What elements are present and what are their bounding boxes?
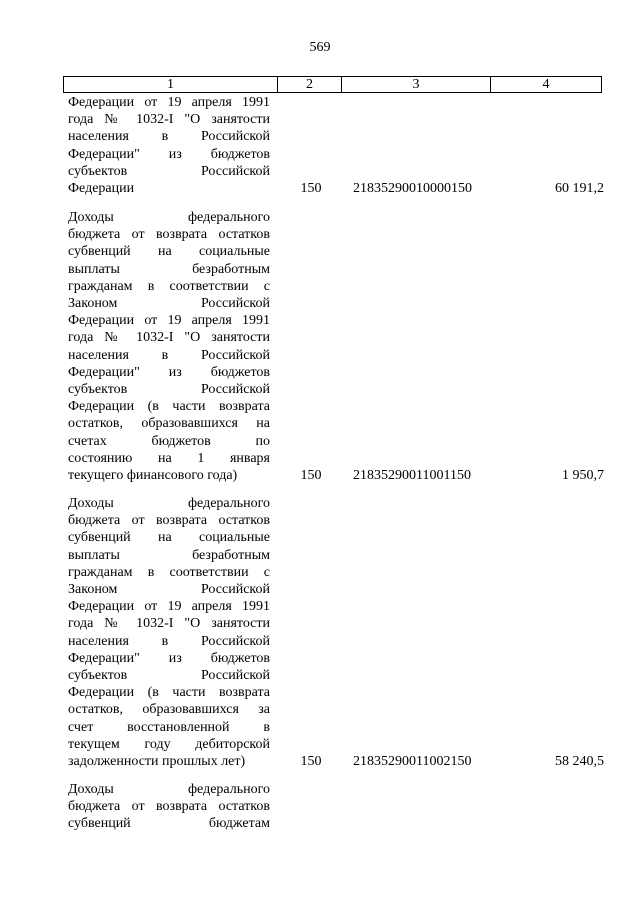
description-line: субъектов Российской — [68, 668, 270, 684]
row-kbk: 21835290010000150 — [353, 181, 472, 196]
row-amount: 60 191,2 — [555, 181, 604, 196]
description-line: остатков, образовавшихся на — [68, 416, 270, 432]
page-number: 569 — [309, 40, 331, 55]
description-line: Федерации от 19 апреля 1991 — [68, 599, 270, 615]
description-line: субвенций на социальные — [68, 244, 270, 260]
row-kbk: 21835290011002150 — [353, 754, 472, 769]
description-line: бюджета от возврата остатков — [68, 799, 270, 815]
description-line: выплаты безработным — [68, 261, 270, 277]
column-header-3: 3 — [341, 77, 490, 92]
description-line: года № 1032-I "О занятости — [68, 616, 270, 632]
description-line: населения в Российской — [68, 129, 270, 145]
description-line: Доходы федерального — [68, 782, 270, 797]
description-line: текущем году дебиторской — [68, 736, 270, 752]
description-line: Федерации от 19 апреля 1991 — [68, 95, 270, 110]
description-line: Законом Российской — [68, 296, 270, 312]
description-line: состоянию на 1 января — [68, 450, 270, 466]
description-line: гражданам в соответствии с — [68, 278, 270, 294]
column-header-4: 4 — [490, 77, 601, 92]
description-line: остатков, образовавшихся за — [68, 702, 270, 718]
description-line: выплаты безработным — [68, 547, 270, 563]
table-header — [63, 76, 602, 93]
row-description — [68, 209, 270, 484]
row-amount: 58 240,5 — [555, 754, 604, 769]
description-line: Федерации" из бюджетов — [68, 650, 270, 666]
row-amount: 1 950,7 — [562, 468, 604, 483]
description-line: субвенций бюджетам — [68, 816, 270, 832]
row-description — [68, 94, 270, 197]
description-line: года № 1032-I "О занятости — [68, 330, 270, 346]
description-line: Федерации от 19 апреля 1991 — [68, 313, 270, 329]
row-code: 150 — [300, 754, 322, 769]
description-line: Федерации (в части возврата — [68, 399, 270, 415]
description-line: Доходы федерального — [68, 496, 270, 511]
description-line: Федерации" из бюджетов — [68, 364, 270, 380]
description-line: Федерации (в части возврата — [68, 685, 270, 701]
row-description — [68, 781, 270, 833]
description-line: бюджета от возврата остатков — [68, 227, 270, 243]
description-line: текущего финансового года) — [68, 468, 238, 484]
description-line: населения в Российской — [68, 347, 270, 363]
column-header-2: 2 — [277, 77, 341, 92]
description-line: населения в Российской — [68, 633, 270, 649]
column-header-1: 1 — [167, 77, 174, 92]
description-line: субъектов Российской — [68, 163, 270, 179]
row-kbk: 21835290011001150 — [353, 468, 471, 483]
table-row — [68, 209, 604, 484]
description-line: счетах бюджетов по — [68, 433, 270, 449]
description-line: Федерации — [68, 181, 135, 197]
description-line: года № 1032-I "О занятости — [68, 112, 270, 128]
description-line: субвенций на социальные — [68, 530, 270, 546]
table-row — [68, 781, 604, 833]
description-line: субъектов Российской — [68, 382, 270, 398]
row-code: 150 — [300, 181, 322, 196]
description-line: Федерации" из бюджетов — [68, 146, 270, 162]
description-line: задолженности прошлых лет) — [68, 754, 246, 770]
description-line: счет восстановленной в — [68, 719, 270, 735]
description-line: Законом Российской — [68, 582, 270, 598]
description-line: Доходы федерального — [68, 210, 270, 225]
description-line: гражданам в соответствии с — [68, 564, 270, 580]
table-row — [68, 94, 604, 197]
row-code: 150 — [300, 468, 322, 483]
row-description — [68, 495, 270, 770]
description-line: бюджета от возврата остатков — [68, 513, 270, 529]
table-row — [68, 495, 604, 770]
